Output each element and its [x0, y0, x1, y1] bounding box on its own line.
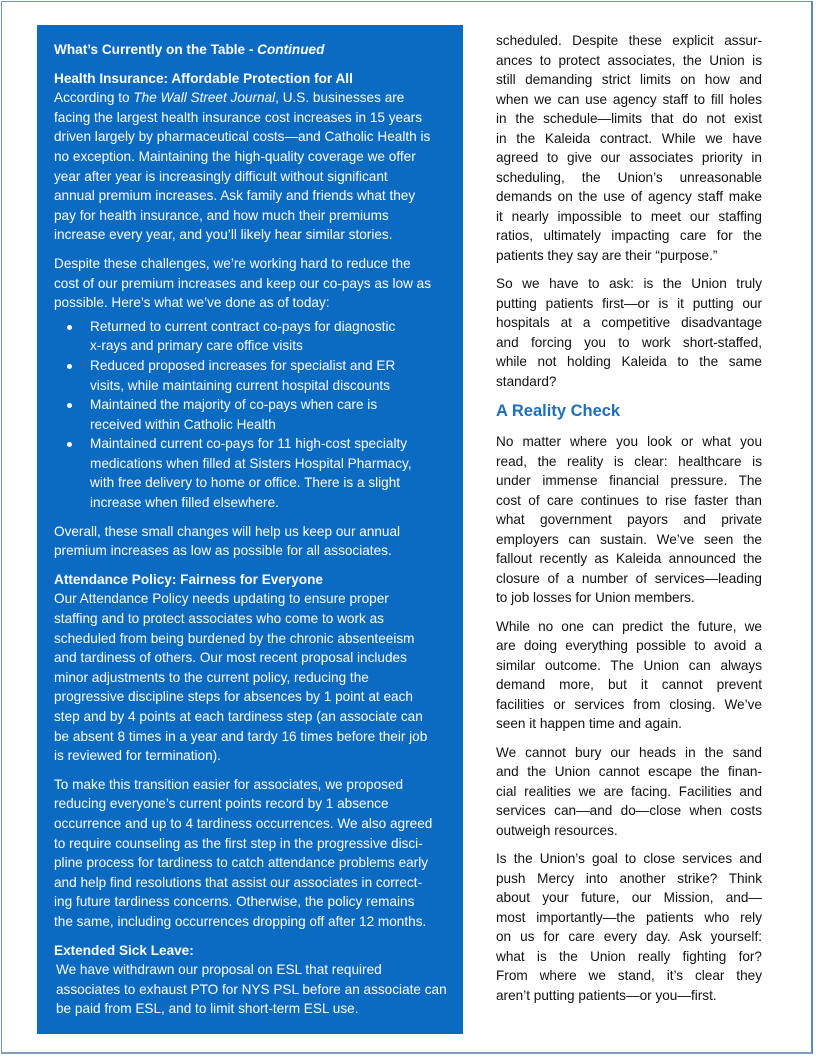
on-the-table-sidebar: [37, 25, 463, 1034]
body-line: on us for care every day. Ask yourself:: [496, 929, 762, 944]
body-line: reducing everyone’s current points record by 1 absence: [54, 796, 389, 812]
body-line: scheduling, the Union’s unreasonable: [496, 169, 762, 185]
body-line: increase every year, and you’ll likely hear similar stories.: [54, 227, 393, 243]
body-line: Overall, these small changes will help us keep our annual: [54, 523, 401, 539]
body-line: pline process for tardiness to catch attendance problems early: [54, 855, 429, 871]
body-line: in the Kaleida contract. While we have: [496, 130, 762, 146]
body-line: facing the largest health insurance cost increases in 15 years: [54, 109, 422, 125]
body-line: to require counseling as the first step in the progressive disci-: [54, 835, 423, 851]
sidebar-title: [54, 40, 453, 60]
body-line: facilities or services from closing. We’ve: [496, 696, 762, 712]
body-line: seen it happen time and again.: [496, 716, 682, 731]
health-insurance-section: [54, 69, 453, 561]
closing-question-paragraph: [496, 849, 762, 1005]
body-line: step and by 4 points at each tardiness step (an associate can: [54, 709, 423, 724]
list-item-line: medications when filled at Sisters Hospital Pharmacy,: [90, 455, 412, 471]
body-line: From where we stand, it’s clear they: [496, 968, 762, 983]
body-line: employers can sustain. We’ve seen the: [496, 531, 762, 547]
body-line: push Mercy into another strike? Think: [496, 870, 762, 886]
body-line: aren’t putting patients—or you—first.: [496, 987, 717, 1003]
body-line: demand more, but it cannot prevent: [496, 677, 762, 692]
body-line: is reviewed for termination).: [54, 748, 221, 764]
body-line: the same, including occurrences dropping off after 12 months.: [54, 913, 427, 929]
publication-title: The Wall Street Journal: [133, 90, 276, 106]
health-changes-list: [54, 317, 453, 513]
body-line: agreed to give our associates priority in: [496, 150, 762, 165]
body-line: read, the reality is clear: healthcare is: [496, 453, 762, 469]
body-line: scheduled. Despite these explicit assur-: [496, 33, 762, 48]
body-line: Our Attendance Policy needs updating to ensure proper: [54, 591, 389, 607]
body-line: when we can use agency staff to fill holes: [496, 91, 762, 107]
main-article-column: [496, 31, 762, 1014]
list-item: [54, 434, 453, 512]
text-run: , U.S. businesses are: [275, 90, 405, 106]
agency-staff-paragraph: [496, 31, 762, 265]
body-line: No matter where you look or what you: [496, 434, 762, 449]
health-insurance-heading: Health Insurance: Affordable Protection for All: [54, 70, 353, 86]
body-line: services can—and do—close when costs: [496, 803, 762, 818]
body-line: cial realities we are facing. Facilities and: [496, 783, 762, 799]
heads-in-sand-paragraph: [496, 743, 762, 841]
attendance-policy-section: [54, 570, 453, 932]
body-line: be absent 8 times in a year and tardy 16 times before their job: [54, 728, 428, 744]
body-line: possible. Here’s what we’ve done as of today:: [54, 295, 330, 311]
body-line: are doing everything possible to avoid a: [496, 638, 762, 653]
reality-check-heading: A Reality Check: [496, 402, 621, 420]
body-line: outweigh resources.: [496, 822, 618, 838]
body-line: year after year is increasingly difficult without significant: [54, 168, 388, 184]
body-line: no exception. Maintaining the high-quality coverage we offer: [54, 148, 416, 164]
list-item-line: Maintained current co-pays for 11 high-cost specialty: [90, 436, 408, 452]
attendance-policy-heading: Attendance Policy: Fairness for Everyone: [54, 571, 323, 587]
body-line: what is the Union really fighting for?: [496, 948, 762, 964]
body-line: fallout recently as Kaleida announced the: [496, 551, 762, 566]
body-line: be paid from ESL, and to limit short-term ESL use.: [56, 1001, 359, 1017]
extended-sick-leave-heading: Extended Sick Leave:: [54, 942, 194, 958]
body-line: We have withdrawn our proposal on ESL that required: [56, 962, 382, 978]
body-line: under immense financial pressure. The: [496, 473, 762, 488]
body-line: [54, 88, 453, 108]
body-line: driven largely by pharmaceutical costs—and Catholic Health is: [54, 129, 431, 145]
body-line: patients they say are their “purpose.”: [496, 247, 718, 263]
body-line: closure of a number of services—leading: [496, 570, 762, 586]
body-line: most importantly—the patients who rely: [496, 909, 762, 925]
body-line: and tardiness of others. Our most recent proposal includes: [54, 650, 407, 666]
list-item-line: received within Catholic Health: [90, 416, 276, 432]
body-line: what government payors and private: [496, 512, 762, 527]
list-item: [54, 317, 453, 356]
bullet-icon: [67, 325, 72, 330]
text-run: According to: [54, 90, 134, 106]
body-line: To make this transition easier for associates, we proposed: [54, 776, 404, 792]
body-line: ratios, ultimately impacting care for the: [496, 228, 762, 243]
body-line: to job losses for Union members.: [496, 590, 695, 605]
list-item-line: Maintained the majority of co-pays when care is: [90, 397, 378, 413]
body-line: and forcing you to work short-staffed,: [496, 334, 762, 350]
body-line: pay for health insurance, and how much their premiums: [54, 207, 389, 223]
list-item: [54, 356, 453, 395]
list-item: [54, 395, 453, 434]
body-line: hospitals at a competitive disadvantage: [496, 315, 762, 330]
union-question-paragraph: [496, 274, 762, 391]
body-line: similar outcome. The Union can always: [496, 657, 762, 673]
body-line: cost of care continues to rise faster than: [496, 492, 762, 508]
sidebar-title-italic: Continued: [257, 42, 325, 57]
body-line: about your future, our Mission, and—: [496, 890, 762, 905]
body-line: and help find resolutions that assist our associates in correct-: [54, 874, 422, 890]
list-item-line: x-rays and primary care office visits: [90, 338, 303, 354]
body-line: ing future tardiness concerns. Otherwise, the policy remains: [54, 894, 415, 910]
body-line: occurrence and up to 4 tardiness occurrences. We also agreed: [54, 815, 433, 831]
body-line: demands on the use of agency staff make: [496, 189, 762, 204]
body-line: We cannot bury our heads in the sand: [496, 744, 762, 760]
list-item-line: with free delivery to home or office. There is a slight: [90, 475, 401, 491]
body-line: premium increases as low as possible for all associates.: [54, 543, 392, 559]
bullet-icon: [67, 442, 72, 447]
body-line: scheduled from being burdened by the chronic absenteeism: [54, 630, 415, 646]
body-line: While no one can predict the future, we: [496, 618, 762, 634]
list-item-line: visits, while maintaining current hospital discounts: [90, 377, 390, 393]
predict-future-paragraph: [496, 617, 762, 734]
body-line: ances to protect associates, the Union is: [496, 52, 762, 68]
body-line: minor adjustments to the current policy, reducing the: [54, 669, 369, 685]
body-line: Is the Union’s goal to close services and: [496, 851, 762, 866]
bullet-icon: [67, 403, 72, 408]
extended-sick-leave-section: [54, 941, 453, 1019]
body-line: standard?: [496, 373, 557, 389]
body-line: it nearly impossible to meet our staffing: [496, 208, 762, 224]
body-line: associates to exhaust PTO for NYS PSL before an associate can: [56, 981, 447, 997]
financial-pressure-paragraph: [496, 432, 762, 608]
list-item-line: Reduced proposed increases for specialist and ER: [90, 357, 396, 373]
body-line: Despite these challenges, we’re working hard to reduce the: [54, 255, 411, 271]
body-line: progressive discipline steps for absences by 1 point at each: [54, 689, 413, 705]
list-item-line: Returned to current contract co-pays for diagnostic: [90, 318, 396, 334]
body-line: while not holding Kaleida to the same: [496, 354, 762, 369]
body-line: still demanding strict limits on how and: [496, 72, 762, 87]
body-line: and the Union cannot escape the finan-: [496, 764, 762, 779]
body-line: annual premium increases. Ask family and friends what they: [54, 188, 416, 204]
body-line: putting patients first—or is it putting our: [496, 295, 762, 311]
body-line: staffing and to protect associates who come to work as: [54, 611, 384, 627]
list-item-line: increase when filled elsewhere.: [90, 495, 279, 511]
body-line: in the schedule—limits that do not exist: [496, 111, 762, 126]
bullet-icon: [67, 364, 72, 369]
body-line: So we have to ask: is the Union truly: [496, 276, 762, 291]
body-line: cost of our premium increases and keep our co-pays as low as: [54, 275, 432, 291]
sidebar-title-text: What’s Currently on the Table -: [54, 42, 258, 57]
